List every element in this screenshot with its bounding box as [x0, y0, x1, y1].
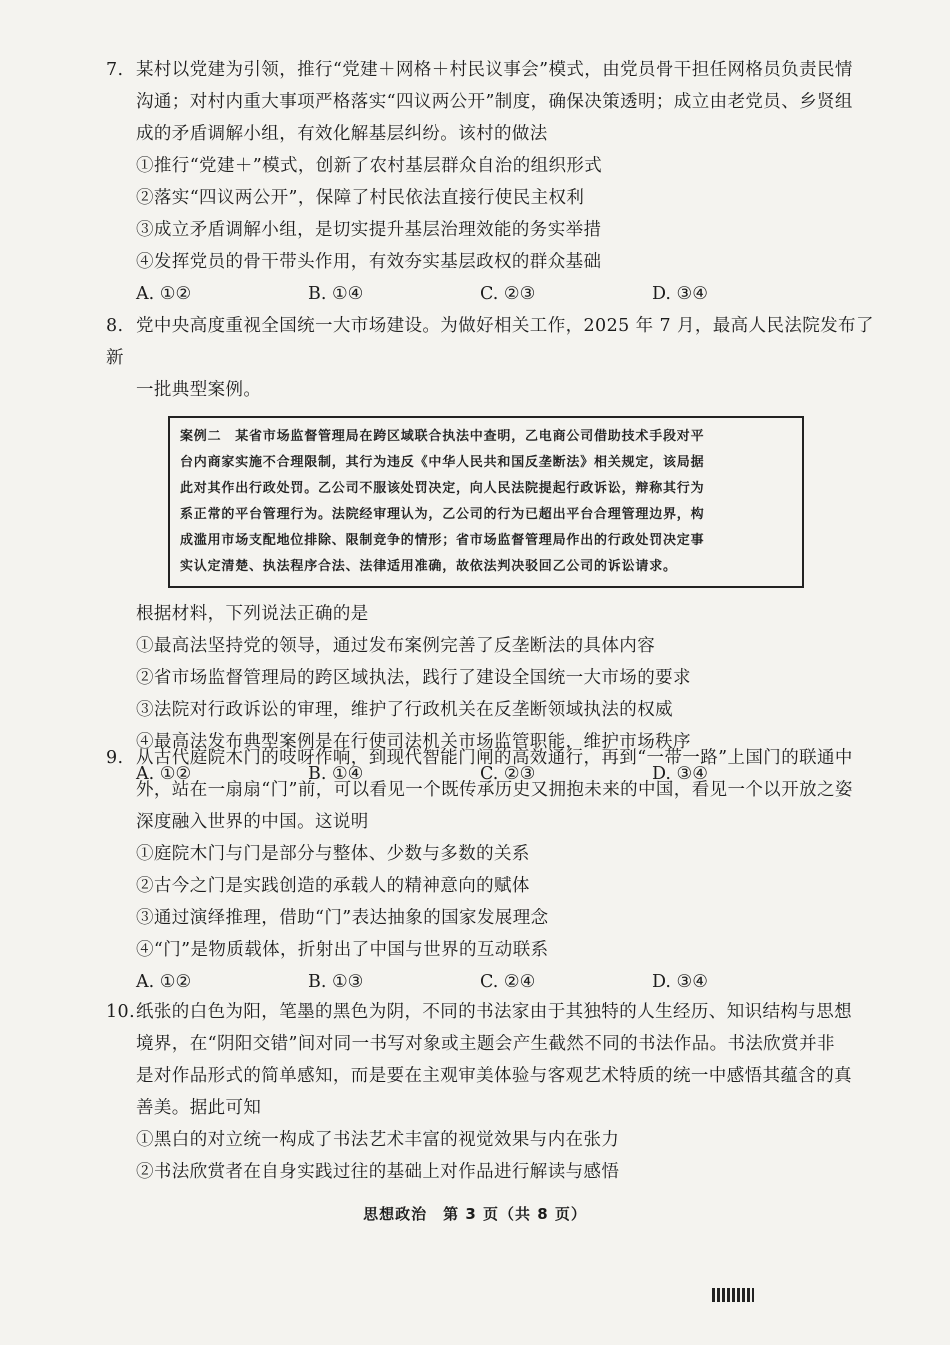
case-material-box [168, 416, 804, 588]
option-c[interactable]: C. ②④ [480, 972, 536, 992]
statement: ③成立矛盾调解小组，是切实提升基层治理效能的务实举措 [136, 220, 602, 240]
stem-line: 是对作品形式的简单感知，而是要在主观审美体验与客观艺术特质的统一中感悟其蕴含的真 [136, 1066, 852, 1086]
stem-line: 沟通；对村内重大事项严格落实“四议两公开”制度，确保决策透明；成立由老党员、乡贤组 [136, 92, 853, 112]
question-7 [106, 54, 881, 310]
option-d[interactable]: D. ③④ [652, 284, 708, 304]
statement: ①推行“党建＋”模式，创新了农村基层群众自治的组织形式 [136, 156, 603, 176]
statement: ③通过演绎推理，借助“门”表达抽象的国家发展理念 [136, 908, 549, 928]
option-a[interactable]: A. ①② [136, 764, 192, 784]
statement: ②落实“四议两公开”，保障了村民依法直接行使民主权利 [136, 188, 585, 208]
statement: ②古今之门是实践创造的承载人的精神意向的赋体 [136, 876, 530, 896]
stem-line: 善美。据此可知 [136, 1098, 262, 1118]
stem-line: 某村以党建为引领，推行“党建＋网格＋村民议事会”模式，由党员骨干担任网格员负责民情 [136, 60, 853, 80]
stem-line: 境界，在“阴阳交错”间对同一书写对象或主题会产生截然不同的书法作品。书法欣赏并非 [136, 1034, 835, 1054]
statement: ④发挥党员的骨干带头作用，有效夯实基层政权的群众基础 [136, 252, 602, 272]
option-d[interactable]: D. ③④ [652, 764, 708, 784]
case-line: 实认定清楚、执法程序合法、法律适用准确，故依法判决驳回乙公司的诉讼请求。 [180, 559, 677, 574]
case-line: 此对其作出行政处罚。乙公司不服该处罚决定，向人民法院提起行政诉讼，辩称其行为 [180, 481, 705, 496]
option-c[interactable]: C. ②③ [480, 284, 536, 304]
question-9 [106, 742, 881, 998]
stem-line: 一批典型案例。 [136, 380, 262, 400]
answer-options [106, 278, 881, 310]
page-footer: 思想政治 第 3 页（共 8 页） [363, 1205, 587, 1223]
stem-line: 纸张的白色为阳，笔墨的黑色为阴，不同的书法家由于其独特的人生经历、知识结构与思想 [136, 1002, 852, 1022]
question-10 [106, 996, 881, 1188]
question-8 [106, 310, 881, 790]
statement: ④“门”是物质载体，折射出了中国与世界的互动联系 [136, 940, 549, 960]
statement: ②书法欣赏者在自身实践过往的基础上对作品进行解读与感悟 [136, 1162, 620, 1182]
question-number: 9. [106, 748, 124, 768]
case-line: 系正常的平台管理行为。法院经审理认为，乙公司的行为已超出平台合理管理边界，构 [180, 507, 705, 522]
case-line: 成滥用市场支配地位排除、限制竞争的情形；省市场监督管理局作出的行政处罚决定事 [180, 533, 705, 548]
case-line: 台内商家实施不合理限制，其行为违反《中华人民共和国反垄断法》相关规定，该局据 [180, 455, 705, 470]
option-b[interactable]: B. ①④ [308, 284, 364, 304]
statement: ①庭院木门与门是部分与整体、少数与多数的关系 [136, 844, 530, 864]
case-line: 案例二 某省市场监督管理局在跨区域联合执法中查明，乙电商公司借助技术手段对平 [180, 429, 705, 444]
question-number: 10. [106, 1002, 136, 1022]
question-number: 7. [106, 60, 124, 80]
qr-code-icon [712, 1288, 754, 1302]
question-prompt: 根据材料，下列说法正确的是 [136, 604, 369, 624]
stem-line: 深度融入世界的中国。这说明 [136, 812, 369, 832]
answer-options [106, 966, 881, 998]
stem-line: 从古代庭院木门的吱呀作响，到现代智能门闸的高效通行，再到“一带一路”上国门的联通中 [136, 748, 853, 768]
statement: ②省市场监督管理局的跨区域执法，践行了建设全国统一大市场的要求 [136, 668, 691, 688]
stem-line: 外，站在一扇扇“门”前，可以看见一个既传承历史又拥抱未来的中国，看见一个以开放之姿 [136, 780, 853, 800]
option-d[interactable]: D. ③④ [652, 972, 708, 992]
option-c[interactable]: C. ②③ [480, 764, 536, 784]
statement: ①最高法坚持党的领导，通过发布案例完善了反垄断法的具体内容 [136, 636, 656, 656]
question-number: 8. [106, 316, 124, 336]
stem-line: 党中央高度重视全国统一大市场建设。为做好相关工作，2025 年 7 月，最高人民法院发布了新 [106, 316, 874, 368]
option-b[interactable]: B. ①③ [308, 972, 364, 992]
option-a[interactable]: A. ①② [136, 972, 192, 992]
statement: ③法院对行政诉讼的审理，维护了行政机关在反垄断领域执法的权威 [136, 700, 673, 720]
stem-line: 成的矛盾调解小组，有效化解基层纠纷。该村的做法 [136, 124, 548, 144]
statement: ④最高法发布典型案例是在行使司法机关市场监管职能，维护市场秩序 [136, 732, 691, 752]
option-b[interactable]: B. ①④ [308, 764, 364, 784]
statement: ①黑白的对立统一构成了书法艺术丰富的视觉效果与内在张力 [136, 1130, 620, 1150]
option-a[interactable]: A. ①② [136, 284, 192, 304]
